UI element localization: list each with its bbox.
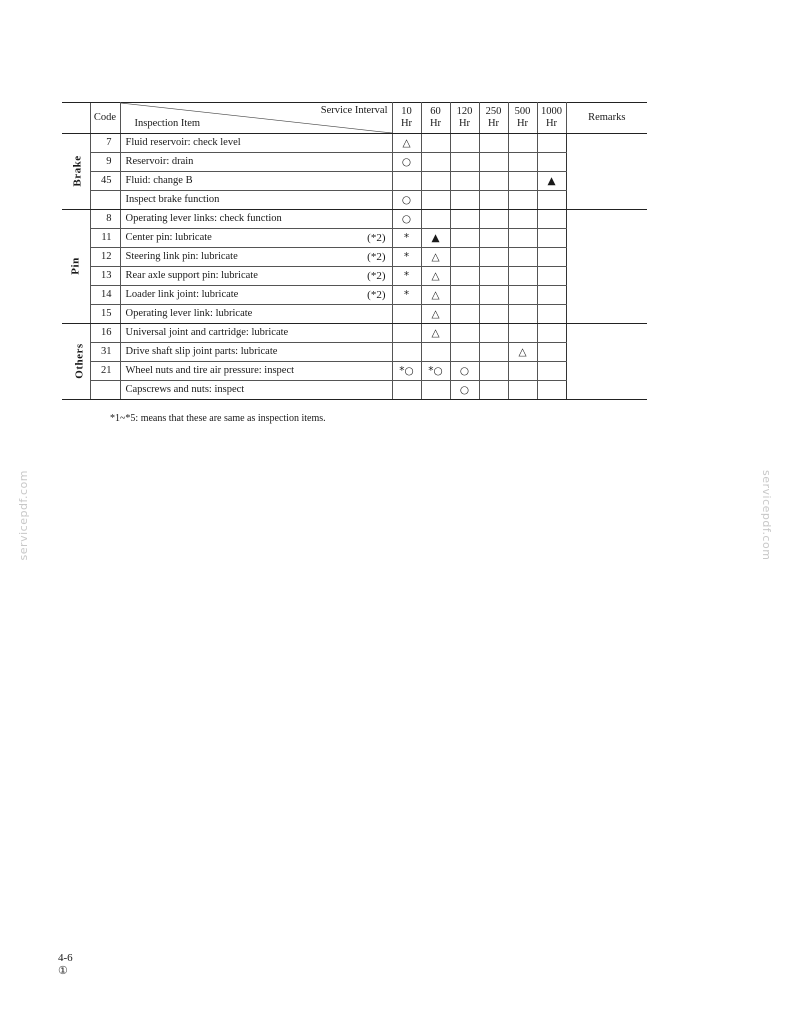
row-code: 15: [90, 305, 120, 324]
row-item-text: Universal joint and cartridge: lubricate: [125, 327, 289, 338]
table-row: [62, 343, 647, 362]
header-inspection-item: Inspection Item: [134, 118, 201, 129]
table-row: [62, 172, 647, 191]
interval-value: 1000: [541, 106, 562, 117]
row-code: 14: [90, 286, 120, 305]
row-interval-mark: [479, 229, 508, 248]
row-interval-mark: [392, 305, 421, 324]
row-code: 21: [90, 362, 120, 381]
row-interval-mark: [421, 191, 450, 210]
header-interval-250: [479, 103, 508, 134]
inspection-table: [62, 102, 647, 400]
row-remarks: [566, 267, 647, 286]
row-interval-mark: *○: [421, 362, 450, 381]
group-label-text: Others: [73, 343, 86, 379]
row-interval-mark: [508, 153, 537, 172]
row-interval-mark: [508, 381, 537, 400]
row-remarks: [566, 229, 647, 248]
row-inspection-item: [120, 286, 392, 305]
row-interval-mark: [450, 134, 479, 153]
row-interval-mark: [479, 210, 508, 229]
header-interval-1000: [537, 103, 566, 134]
header-interval-500: [508, 103, 537, 134]
row-item-text: Loader link joint: lubricate: [125, 289, 239, 300]
row-interval-mark: [450, 172, 479, 191]
row-remarks: [566, 305, 647, 324]
group-label-brake: [62, 134, 90, 210]
row-interval-mark: [479, 172, 508, 191]
header-interval-120: [450, 103, 479, 134]
row-item-text: Steering link pin: lubricate: [125, 251, 238, 262]
row-remarks: [566, 343, 647, 362]
row-remarks: [566, 362, 647, 381]
page-footer: [58, 952, 73, 978]
row-interval-mark: [392, 172, 421, 191]
row-interval-mark: [450, 229, 479, 248]
table-header: [62, 103, 647, 134]
row-interval-mark: [479, 324, 508, 343]
table-row: [62, 286, 647, 305]
row-item-text: Rear axle support pin: lubricate: [125, 270, 258, 281]
row-interval-mark: [450, 210, 479, 229]
row-interval-mark: [479, 153, 508, 172]
row-remarks: [566, 381, 647, 400]
row-interval-mark: [537, 153, 566, 172]
row-interval-mark: [450, 305, 479, 324]
row-item-text: Drive shaft slip joint parts: lubricate: [125, 346, 278, 357]
row-item-text: Reservoir: drain: [125, 156, 194, 167]
row-code: 12: [90, 248, 120, 267]
interval-unit: Hr: [545, 118, 558, 129]
row-inspection-item: [120, 134, 392, 153]
row-interval-mark: △: [421, 324, 450, 343]
interval-value: 500: [514, 106, 531, 117]
row-interval-mark: [537, 305, 566, 324]
row-interval-mark: ▲: [537, 172, 566, 191]
row-interval-mark: [508, 134, 537, 153]
row-interval-mark: [450, 324, 479, 343]
row-inspection-item: [120, 343, 392, 362]
header-interval-60: [421, 103, 450, 134]
row-interval-mark: ○: [392, 210, 421, 229]
table-row: [62, 134, 647, 153]
row-inspection-item: [120, 191, 392, 210]
interval-unit: Hr: [487, 118, 500, 129]
header-diagonal-cell: [120, 103, 392, 134]
row-interval-mark: *: [392, 267, 421, 286]
row-interval-mark: [421, 381, 450, 400]
row-inspection-item: [120, 248, 392, 267]
row-interval-mark: [508, 172, 537, 191]
row-interval-mark: [450, 286, 479, 305]
row-inspection-item: [120, 324, 392, 343]
row-interval-mark: [508, 248, 537, 267]
row-interval-mark: [508, 286, 537, 305]
row-interval-mark: [508, 191, 537, 210]
row-inspection-item: [120, 210, 392, 229]
row-interval-mark: [508, 229, 537, 248]
row-interval-mark: [537, 134, 566, 153]
table-row: [62, 362, 647, 381]
row-interval-mark: [392, 381, 421, 400]
table-row: [62, 210, 647, 229]
header-remarks: Remarks: [566, 103, 647, 134]
row-interval-mark: △: [421, 248, 450, 267]
row-interval-mark: [479, 286, 508, 305]
row-interval-mark: [450, 153, 479, 172]
interval-value: 10: [401, 106, 412, 117]
row-code: [90, 191, 120, 210]
row-item-text: Fluid: change B: [125, 175, 193, 186]
row-interval-mark: [479, 305, 508, 324]
table-row: [62, 381, 647, 400]
group-label-pin: [62, 210, 90, 324]
table-row: [62, 248, 647, 267]
row-interval-mark: [537, 210, 566, 229]
row-interval-mark: [537, 362, 566, 381]
row-interval-mark: ○: [392, 153, 421, 172]
row-inspection-item: [120, 172, 392, 191]
row-code: [90, 381, 120, 400]
row-interval-mark: △: [421, 286, 450, 305]
interval-value: 250: [485, 106, 502, 117]
row-interval-mark: [508, 324, 537, 343]
row-inspection-item: [120, 267, 392, 286]
row-interval-mark: [450, 248, 479, 267]
row-remarks: [566, 286, 647, 305]
table-body: [62, 134, 647, 400]
table-row: [62, 229, 647, 248]
row-interval-mark: △: [421, 305, 450, 324]
row-remarks: [566, 191, 647, 210]
row-interval-mark: [537, 267, 566, 286]
row-interval-mark: [421, 210, 450, 229]
row-interval-mark: [508, 362, 537, 381]
row-code: 9: [90, 153, 120, 172]
row-interval-mark: △: [392, 134, 421, 153]
row-interval-mark: [421, 134, 450, 153]
watermark-left: servicepdf.com: [17, 470, 30, 561]
row-note: (*2): [367, 232, 386, 244]
group-label-text: Pin: [69, 257, 82, 275]
row-interval-mark: [508, 210, 537, 229]
group-label-text: Brake: [71, 155, 84, 187]
row-interval-mark: [392, 343, 421, 362]
row-item-text: Operating lever links: check function: [125, 213, 282, 224]
row-interval-mark: ○: [450, 362, 479, 381]
row-code: 11: [90, 229, 120, 248]
row-interval-mark: [450, 191, 479, 210]
row-interval-mark: ○: [392, 191, 421, 210]
table-row: [62, 267, 647, 286]
row-interval-mark: [450, 343, 479, 362]
row-interval-mark: [537, 286, 566, 305]
row-interval-mark: [479, 381, 508, 400]
revision-mark: ①: [58, 965, 68, 977]
row-note: (*2): [367, 251, 386, 263]
row-remarks: [566, 134, 647, 153]
row-inspection-item: [120, 305, 392, 324]
row-interval-mark: [421, 343, 450, 362]
interval-unit: Hr: [429, 118, 442, 129]
row-interval-mark: ▲: [421, 229, 450, 248]
row-interval-mark: [479, 267, 508, 286]
row-interval-mark: [479, 343, 508, 362]
header-code: Code: [90, 103, 120, 134]
interval-unit: Hr: [516, 118, 529, 129]
row-interval-mark: ○: [450, 381, 479, 400]
header-interval-10: [392, 103, 421, 134]
row-item-text: Center pin: lubricate: [125, 232, 212, 243]
header-blank: [62, 103, 90, 134]
row-interval-mark: [479, 134, 508, 153]
row-inspection-item: [120, 381, 392, 400]
row-interval-mark: [421, 172, 450, 191]
interval-value: 120: [456, 106, 473, 117]
row-code: 13: [90, 267, 120, 286]
row-interval-mark: [508, 267, 537, 286]
watermark-right: servicepdf.com: [760, 470, 773, 561]
table-row: [62, 305, 647, 324]
table-row: [62, 324, 647, 343]
table-row: [62, 191, 647, 210]
row-item-text: Operating lever link: lubricate: [125, 308, 253, 319]
row-interval-mark: [537, 191, 566, 210]
row-code: 45: [90, 172, 120, 191]
interval-unit: Hr: [458, 118, 471, 129]
footnote: *1~*5: means that these are same as inspection items.: [110, 413, 326, 424]
interval-value: 60: [430, 106, 441, 117]
row-interval-mark: △: [508, 343, 537, 362]
row-interval-mark: *○: [392, 362, 421, 381]
row-inspection-item: [120, 362, 392, 381]
row-interval-mark: *: [392, 286, 421, 305]
row-remarks: [566, 324, 647, 343]
row-remarks: [566, 172, 647, 191]
row-code: 7: [90, 134, 120, 153]
row-inspection-item: [120, 153, 392, 172]
group-label-others: [62, 324, 90, 400]
row-code: 31: [90, 343, 120, 362]
row-remarks: [566, 248, 647, 267]
row-interval-mark: [479, 248, 508, 267]
row-interval-mark: [537, 229, 566, 248]
row-interval-mark: [508, 305, 537, 324]
row-remarks: [566, 153, 647, 172]
interval-unit: Hr: [400, 118, 413, 129]
row-interval-mark: [450, 267, 479, 286]
row-interval-mark: [421, 153, 450, 172]
row-interval-mark: [537, 248, 566, 267]
row-interval-mark: *: [392, 229, 421, 248]
row-interval-mark: *: [392, 248, 421, 267]
header-service-interval: Service Interval: [320, 105, 388, 116]
row-interval-mark: [537, 343, 566, 362]
row-interval-mark: [479, 191, 508, 210]
row-remarks: [566, 210, 647, 229]
row-interval-mark: [537, 381, 566, 400]
row-interval-mark: [479, 362, 508, 381]
page-number: 4-6: [58, 952, 73, 964]
row-code: 16: [90, 324, 120, 343]
row-interval-mark: [537, 324, 566, 343]
row-note: (*2): [367, 270, 386, 282]
row-code: 8: [90, 210, 120, 229]
row-interval-mark: [392, 324, 421, 343]
row-item-text: Fluid reservoir: check level: [125, 137, 241, 148]
row-item-text: Capscrews and nuts: inspect: [125, 384, 245, 395]
row-inspection-item: [120, 229, 392, 248]
table-row: [62, 153, 647, 172]
row-item-text: Wheel nuts and tire air pressure: inspect: [125, 365, 295, 376]
row-item-text: Inspect brake function: [125, 194, 220, 205]
row-interval-mark: △: [421, 267, 450, 286]
row-note: (*2): [367, 289, 386, 301]
